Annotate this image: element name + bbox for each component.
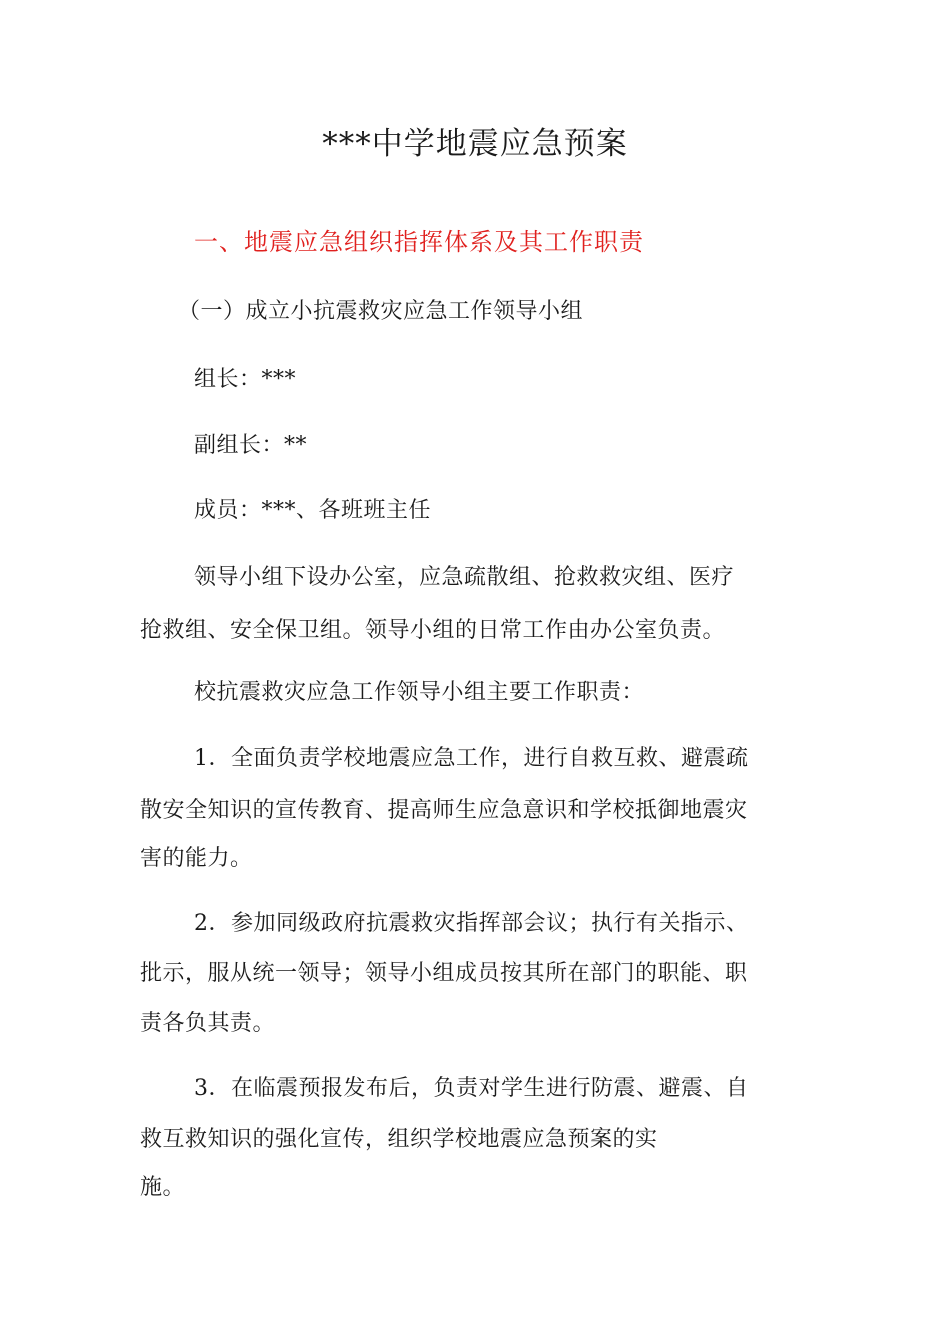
duty-2-line: 批示，服从统一领导；领导小组成员按其所在部门的职能、职	[140, 961, 748, 986]
duty-1-line: 害的能力。	[140, 846, 253, 871]
duty-1-line: 1．全面负责学校地震应急工作，进行自救互救、避震疏	[194, 746, 749, 771]
duty-2-line: 2．参加同级政府抗震救灾指挥部会议；执行有关指示、	[194, 911, 749, 936]
document-title: ***中学地震应急预案	[322, 126, 628, 162]
duty-3-line: 3．在临震预报发布后，负责对学生进行防震、避震、自	[194, 1076, 749, 1101]
section-heading: 一、地震应急组织指挥体系及其工作职责	[194, 228, 644, 256]
deputy-leader-line: 副组长：**	[194, 433, 308, 458]
duties-intro: 校抗震救灾应急工作领导小组主要工作职责：	[194, 680, 645, 705]
duty-2-line: 责各负其责。	[140, 1011, 276, 1036]
members-line: 成员：***、各班班主任	[194, 498, 432, 523]
duty-3-line: 施。	[140, 1175, 186, 1200]
office-paragraph-line: 领导小组下设办公室，应急疏散组、抢救救灾组、医疗	[194, 565, 735, 590]
duty-3-line: 救互救知识的强化宣传，组织学校地震应急预案的实	[140, 1127, 658, 1152]
office-paragraph-line: 抢救组、安全保卫组。领导小组的日常工作由办公室负责。	[140, 618, 726, 643]
leader-line: 组长：***	[194, 367, 297, 392]
subsection-heading: （一）成立小抗震救灾应急工作领导小组	[178, 299, 584, 324]
duty-1-line: 散安全知识的宣传教育、提高师生应急意识和学校抵御地震灾	[140, 798, 748, 823]
